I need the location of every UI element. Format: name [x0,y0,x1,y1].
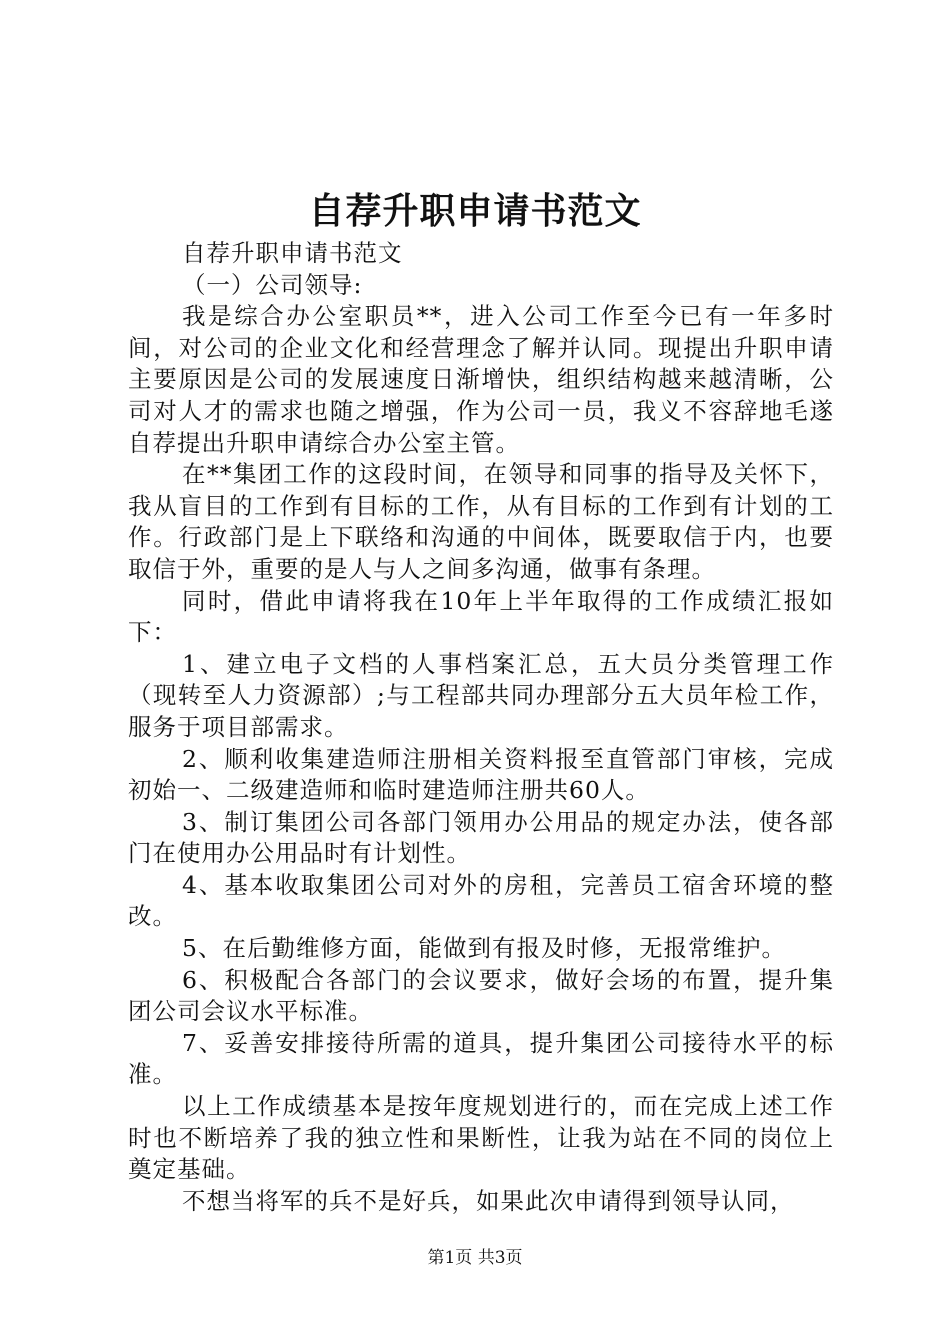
list-item-6: 6、积极配合各部门的会议要求，做好会场的布置，提升集团公司会议水平标准。 [128,965,834,1026]
paragraph-intro: 我是综合办公室职员**，进入公司工作至今已有一年多时间，对公司的企业文化和经营理念了解并认同。现提出升职申请主要原因是公司的发展速度日渐增快，组织结构越来越清晰，公司对人才的需求也随之增强，作为公司一员，我义不容辞地毛遂自荐提出升职申请综合办公室主管。 [128,302,834,457]
list-item-3: 3、制订集团公司各部门领用办公用品的规定办法，使各部门在使用办公用品时有计划性。 [128,807,834,868]
page-footer: 第1页 共3页 [427,1248,523,1268]
paragraph-subtitle: 自荐升职申请书范文 [182,239,403,267]
list-item-4: 4、基本收取集团公司对外的房租，完善员工宿舍环境的整改。 [128,870,834,931]
paragraph-summary: 以上工作成绩基本是按年度规划进行的，而在完成上述工作时也不断培养了我的独立性和果断性，让我为站在不同的岗位上奠定基础。 [128,1092,834,1184]
paragraph-report-lead: 同时，借此申请将我在10年上半年取得的工作成绩汇报如下： [128,586,834,647]
paragraph-closing: 不想当将军的兵不是好兵，如果此次申请得到领导认同， [182,1186,795,1215]
document-body [128,238,834,1217]
paragraph-salutation: （一）公司领导: [182,270,363,299]
list-item-1: 1、建立电子文档的人事档案汇总，五大员分类管理工作（现转至人力资源部）;与工程部共同办理部分五大员年检工作，服务于项目部需求。 [128,649,834,741]
list-item-5: 5、在后勤维修方面，能做到有报及时修，无报常维护。 [182,934,786,963]
list-item-2: 2、顺利收集建造师注册相关资料报至直管部门审核，完成初始一、二级建造师和临时建造师注册共60人。 [128,744,834,805]
list-item-7: 7、妥善安排接待所需的道具，提升集团公司接待水平的标准。 [128,1028,834,1089]
paragraph-experience: 在**集团工作的这段时间，在领导和同事的指导及关怀下，我从盲目的工作到有目标的工作，从有目标的工作到有计划的工作。行政部门是上下联络和沟通的中间体，既要取信于内，也要取信于外，重要的是人与人之间多沟通，做事有条理。 [128,460,834,583]
document-title: 自荐升职申请书范文 [308,190,642,232]
